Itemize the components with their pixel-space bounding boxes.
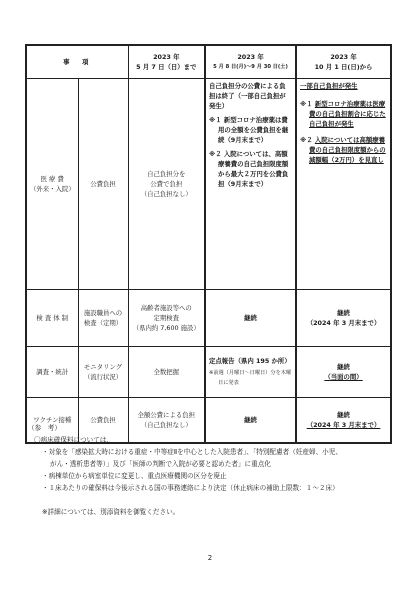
survey-col1: 全数把握 (128, 347, 205, 398)
testing-col1: 高齢者施設等への 定期検査 （県内約 7,600 施設） (128, 290, 205, 347)
medical-col1: 自己負担分を 公費で負担 （自己負担なし） (128, 79, 205, 290)
medical-col3: 一部自己負担が発生 ※１ 新型コロナ治療薬は医療費の自己負担割合に応じた自己負担が発生 ※２ 入院については高額療養費の自己負担限度額からの減額幅（2万円）を見直し (296, 79, 391, 290)
label-testing: 検 査 体 制 (26, 290, 78, 347)
sub-medical: 公費負担 (78, 79, 128, 290)
survey-col3: 継続 （当面の間） (296, 347, 391, 398)
reference-notes (28, 422, 398, 518)
header-col-from-oct: 2023 年 10 月 1 日(日)から (296, 45, 391, 79)
notes-line-1: 〇病床確保料については、 (34, 436, 113, 444)
row-testing (26, 290, 391, 347)
sub-testing: 施設職員への 検査（定期） (78, 290, 128, 347)
notes-line-7: ※詳細については、別添資料を御覧ください。 (42, 508, 180, 516)
notes-line-4: ・病棟単位から病室単位に変更し、重点医療機関の区分を廃止 (42, 472, 227, 480)
header-col-may-sep: 2023 年 5 月 8 日(月)～9 月 30 日(土) (205, 45, 296, 79)
policy-table (25, 44, 392, 444)
table-header-row (26, 45, 391, 79)
medical-col2: 自己負担分の公費による負担は終了（一部自己負担が発生） ※１ 新型コロナ治療薬は費用の全額を公費負担を継続（9月末まで） ※２ 入院については、高額療養費の自己負担限度額から最大２万円を公費負担（9月末まで） (205, 79, 296, 290)
notes-line-2: ・対象を「感染拡大時における重症・中等症Ⅱを中心とした入院患者」、「特別配慮者（妊産婦、小児、 (42, 448, 342, 456)
notes-line-3: がん・透析患者等）」及び「医師の判断で入院が必要と認めた者」に重点化 (50, 460, 271, 468)
vaccine-col2: 継続 (205, 398, 296, 444)
label-survey: 調査・統計 (26, 347, 78, 398)
testing-col3: 継続 （2024 年 3 月末まで） (296, 290, 391, 347)
row-survey (26, 347, 391, 398)
sub-vaccine: 公費負担 (78, 398, 128, 444)
sub-survey: モニタリング （流行状況） (78, 347, 128, 398)
header-item: 事 項 (26, 45, 128, 79)
label-vaccine: ワクチン接種 (26, 398, 78, 444)
vaccine-col3: 継続 （2024 年 3 月末まで） (296, 398, 391, 444)
notes-spacer (28, 494, 398, 506)
testing-col2: 継続 (205, 290, 296, 347)
label-medical: 医 療 費 （外来・入院） (26, 79, 78, 290)
row-medical (26, 79, 391, 290)
page-number: 2 (207, 554, 213, 562)
notes-title: （参 考） (28, 424, 61, 432)
notes-line-5: ・１床あたりの確保料は今後示される国の事務連絡により決定（休止病床の補助上限数：１～２床） (42, 484, 339, 492)
header-col-until-may: 2023 年 5 月 7 日（日）まで (128, 45, 205, 79)
vaccine-col1: 全額公費による負担 （自己負担なし） (128, 398, 205, 444)
survey-col2: 定点報告（県内 195 か所） ※前週（月曜日～日曜日）分を木曜日に発表 (205, 347, 296, 398)
